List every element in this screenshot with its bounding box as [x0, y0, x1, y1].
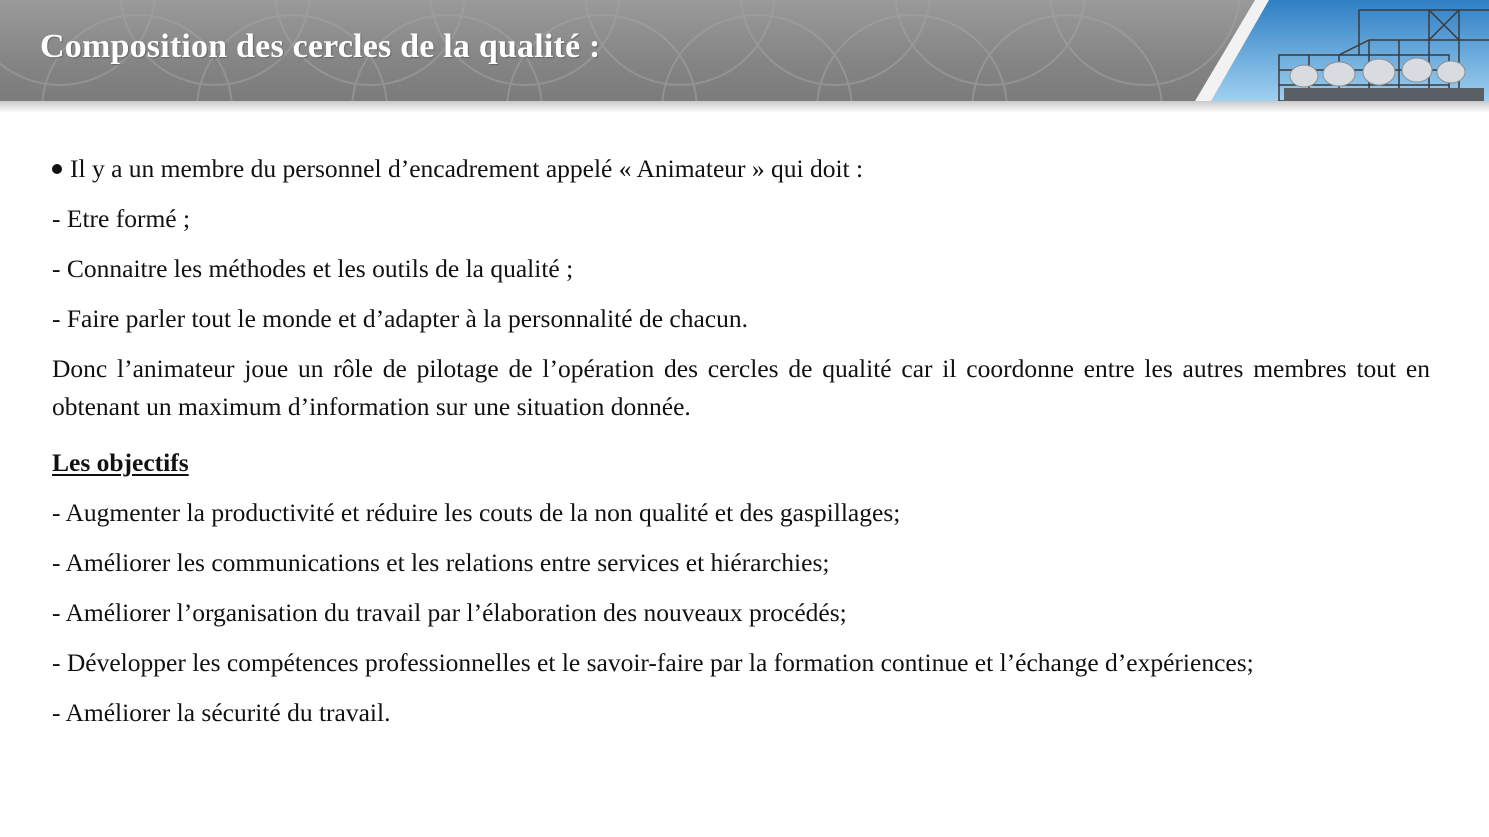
header-divider [0, 101, 1489, 113]
animator-duty-item: - Connaitre les méthodes et les outils de la qualité ; [52, 254, 574, 283]
industrial-plant-photo [1189, 0, 1489, 101]
animator-duty-item: - Faire parler tout le monde et d’adapter à la personnalité de chacun. [52, 304, 748, 333]
objective-item: - Augmenter la productivité et réduire les couts de la non qualité et des gaspillages; [52, 498, 901, 527]
objectives-heading: Les objectifs [52, 448, 189, 477]
animator-duty-item: - Etre formé ; [52, 204, 191, 233]
slide-body [52, 150, 1442, 744]
conclusion-paragraph: Donc l’animateur joue un rôle de pilotage de l’opération des cercles de qualité car il coordonne entre les autres membres tout en obtenant un maximum d’information sur une situation donnée. [52, 354, 1430, 421]
objective-item: - Développer les compétences professionnelles et le savoir-faire par la formation continue et l’échange d’expériences; [52, 648, 1254, 677]
intro-text: Il y a un membre du personnel d’encadrement appelé « Animateur » qui doit : [70, 154, 864, 183]
objective-item: - Améliorer les communications et les relations entre services et hiérarchies; [52, 548, 830, 577]
objective-item: - Améliorer la sécurité du travail. [52, 698, 391, 727]
bullet-icon [52, 164, 62, 174]
objective-item: - Améliorer l’organisation du travail par l’élaboration des nouveaux procédés; [52, 598, 847, 627]
intro-bullet [52, 150, 1442, 188]
slide-title: Composition des cercles de la qualité : [40, 28, 601, 65]
